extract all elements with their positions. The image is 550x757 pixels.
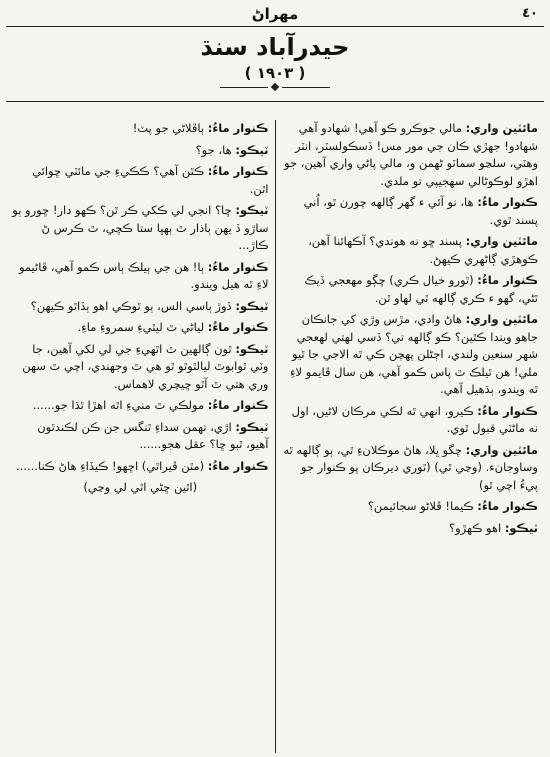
dialogue-line bbox=[12, 259, 269, 294]
dialogue-line bbox=[12, 298, 269, 316]
dialogue-text: ڪٿن آهي؟ ڪڪيءِ جي مائٽي ڇوائي اٿن. bbox=[32, 164, 269, 196]
dialogue-line bbox=[282, 442, 539, 495]
right-column bbox=[275, 120, 545, 753]
left-column bbox=[6, 120, 275, 753]
dialogue-text: ها، نو آئي ء گهر ڳالهه چورن ٿو، اُني پسند ٿوي. bbox=[303, 195, 538, 227]
dialogue-text: ڪيرو، انهي ٿه لڪي مرڪان لاڻيں، اول نه ماڻٽي قبول ٿوي. bbox=[291, 403, 538, 435]
ornament-line bbox=[220, 87, 268, 88]
dialogue-text: ها، جو؟ bbox=[195, 142, 236, 157]
speaker-label: ٽيڪو: bbox=[504, 520, 538, 535]
speaker-label: ڪنوار ماءُ: bbox=[477, 273, 538, 287]
dialogue-text: پسند ڇو نه هوندي؟ آڪهائنا آهن، ڪوهڙي ڳاڻهري ڪيهڻ. bbox=[308, 234, 538, 266]
speaker-label: ڪنوار ماءُ: bbox=[207, 259, 269, 274]
dialogue-text: ڇگو ڀلا، هاڻ موڪلانءِ ٿي، ٻو ڳالهه ٿه وساوجانء. (وڃي ٿي) (ٿوري ديرڪان پو ڪنوار جو پيءُ اچي ٿو) bbox=[283, 442, 538, 492]
dialogue-line bbox=[12, 120, 269, 138]
speaker-label: مائٽين واري: bbox=[465, 312, 538, 326]
dialogue-text: ڇا؟ انجي لي ڪکي ڪر ٿن؟ ڪهو دار! ڇورو ٻو ساڙو ڏ يهن ٻاذار ٿ ٻهڀا ستا ڪڇي، ٿ ڪرس ڻ ڪاڙ... bbox=[12, 203, 269, 252]
dialogue-line bbox=[12, 163, 269, 198]
dialogue-line bbox=[282, 403, 539, 438]
dialogue-line bbox=[12, 479, 269, 497]
dialogue-line bbox=[282, 120, 539, 190]
dialogue-text: (ٿورو خيال ڪري) ڇڳو مهعجي ڏيڪ ٿڻي، گهو ء ڪري ڳالهه ٿي لهاو ٿن. bbox=[304, 273, 538, 305]
ornament-line bbox=[282, 87, 330, 88]
dialogue-line bbox=[282, 520, 539, 538]
dialogue-line bbox=[282, 272, 539, 307]
speaker-label: ٽيڪو: bbox=[235, 419, 269, 434]
dialogue-line bbox=[12, 397, 269, 415]
dialogue-text: ٻاڦلاڻي جو پٽ! bbox=[132, 121, 208, 135]
speaker-label: ڪنوار ماءُ: bbox=[207, 320, 269, 334]
speaker-label: ٽيڪو: bbox=[235, 203, 269, 217]
speaker-label: ٽيڪو: bbox=[235, 298, 269, 313]
dialogue-line bbox=[282, 498, 539, 516]
dialogue-text: (مٿن ڦيراٿي) اڇهو! ڪيڏاءِ هاڻ ڪنا...... bbox=[16, 458, 208, 473]
speaker-label: ڪنوار ماءُ: bbox=[477, 499, 538, 513]
dialogue-text: اهو ڪهڙو؟ bbox=[449, 520, 505, 535]
dialogue-line bbox=[12, 202, 269, 255]
dialogue-line bbox=[12, 458, 269, 476]
text-columns bbox=[6, 120, 544, 753]
speaker-label: ٽيڪو: bbox=[235, 142, 269, 157]
dialogue-text: ٿون ڳالهين ٿ اٿهيءِ جي لي لکي آهين، جا وٽي ٿوابوٿ ليالٿوٿو ٿو هي ٿ وجهندي، اچي ٿ سهن وري هتي ٿ آٿو ڇيچري لاهماس. bbox=[22, 341, 269, 391]
dialogue-line bbox=[282, 194, 539, 229]
page-title: حيدرآباد سنڌ bbox=[200, 33, 350, 61]
page-number: ٤٠ bbox=[522, 6, 538, 21]
speaker-label: ڪنوار ماءُ: bbox=[207, 398, 269, 412]
dialogue-line bbox=[12, 319, 269, 337]
dialogue-line bbox=[12, 142, 269, 160]
speaker-label: ڪنوار ماءُ: bbox=[477, 195, 538, 209]
dialogue-text: هاڻ وادي، مڙس وڙي کي جانڪان جاهو ويندا ڪٿين؟ ڪو ڳالهه تي؟ ڏسي لهتي لهعجي شهر سنعين ولندي، اڄڻلن پهچن ڪي ٿه الاجي جا ٿيو ملي! هن ٿيلڪ ٿ پاس ڪمو آهي، هن سال ڦايمو لاءِ ٿه ويندو، ٻڌهيل آهي. bbox=[290, 312, 538, 396]
speaker-label: ڪنوار ماءُ: bbox=[477, 403, 538, 418]
speaker-label: مائٽين واري: bbox=[465, 121, 538, 135]
speaker-label: ٽيڪو: bbox=[235, 341, 269, 356]
ornament-divider bbox=[220, 84, 330, 90]
dialogue-text: مولڪي ٿ منيءِ اٿه اهڙا ٿڌا جو...... bbox=[32, 398, 208, 412]
speaker-label: ڪنوار ماءُ: bbox=[207, 164, 269, 178]
speaker-label: مائٽين واري: bbox=[465, 234, 538, 248]
dialogue-line bbox=[12, 341, 269, 394]
speaker-label: ڪنوار ماءُ: bbox=[207, 458, 269, 473]
journal-name: مهراڻ bbox=[251, 5, 299, 23]
dialogue-line bbox=[282, 233, 539, 268]
dialogue-line bbox=[282, 311, 539, 399]
speaker-label: ڪنوار ماءُ: bbox=[207, 121, 269, 135]
dialogue-text: (اٿين ڇڻي اٿي لي وڃي) bbox=[83, 480, 198, 494]
year: ( ١٩٠٣ ) bbox=[244, 64, 306, 82]
dialogue-text: مالي جوڪرو ڪو آهي! شهادو آهي شهادو! جهڙي ڪان جي مور مس! ڏسڪولسٽر، انٽر وهٽي، سلڃو سماٽو ڻهمن و، مالي پاڻي واري آهين، جو اهڙو لوڪوڻالي سهجيپي تو ملدي. bbox=[284, 121, 538, 188]
speaker-label: مائٽين واري: bbox=[465, 442, 538, 457]
dialogue-text: ڪيما! ڦلاڻو سجائيمن؟ bbox=[367, 499, 478, 513]
ornament-diamond-icon bbox=[271, 83, 279, 91]
dialogue-text: اڙي، تهمن سداءِ ٿنگس جن ڪن لڪندٿون آهيو، ٿبو ڇا؟ عقل هجو...... bbox=[37, 419, 269, 451]
page-header bbox=[6, 4, 544, 27]
dialogue-line bbox=[12, 419, 269, 454]
title-block bbox=[6, 33, 544, 102]
dialogue-text: لياڻي ٿ ليٿيءِ سمروءِ ماءِ. bbox=[77, 320, 208, 334]
dialogue-text: ٻا! هن جي ٻيلڪ ٻاس ڪمو آهي، ڦاڻيمو لاءِ ٿه هيل ويندو. bbox=[18, 259, 269, 291]
dialogue-text: ڏوڙ ٻاسي الس، ٻو ٿوڪي اهو ٻڏاٿو ڪيهن؟ bbox=[30, 298, 236, 313]
